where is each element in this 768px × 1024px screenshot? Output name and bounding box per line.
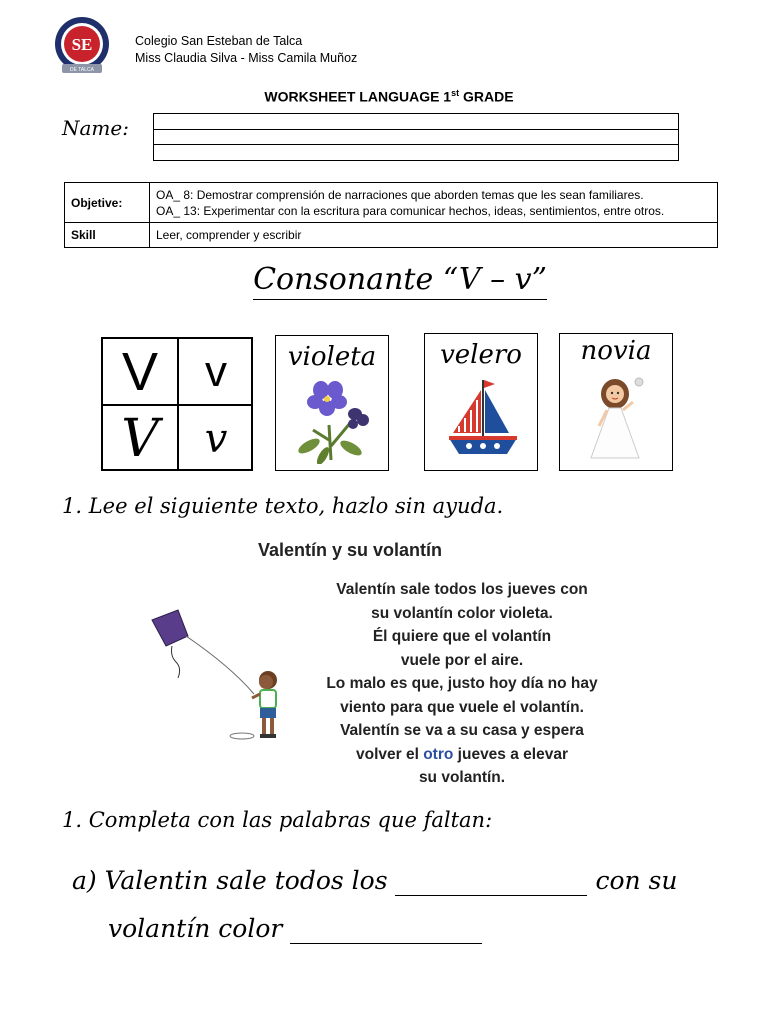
reading-line: su volantín. <box>418 769 506 786</box>
reading-text <box>294 578 630 790</box>
card-novia <box>559 333 673 471</box>
letter-lower-print: v <box>179 339 253 406</box>
boy-flying-kite-icon <box>150 606 300 756</box>
bride-icon <box>587 374 649 460</box>
school-logo <box>52 16 112 76</box>
skill-value: Leer, comprender y escribir <box>150 223 718 248</box>
teachers-line: Miss Claudia Silva - Miss Camila Muñoz <box>135 51 358 65</box>
reading-line: Valentín se va a su casa y espera <box>340 722 584 739</box>
school-name: Colegio San Esteban de Talca <box>135 34 303 48</box>
letter-upper-cursive: V <box>103 406 179 471</box>
reading-line: Lo malo es que, justo hoy día no hay <box>326 675 598 692</box>
answer-blank-1[interactable] <box>395 866 587 896</box>
letter-grid <box>101 337 253 471</box>
reading-line: viento para que vuele el volantín. <box>340 698 584 716</box>
logo-banner: DE TALCA <box>70 67 94 73</box>
objective-label: Objetive: <box>65 183 150 223</box>
card-velero <box>424 333 538 471</box>
reading-line: Valentín sale todos los jueves con <box>336 581 588 598</box>
violet-flower-icon <box>293 380 373 464</box>
sailboat-icon <box>447 378 519 460</box>
card-word: velero <box>440 340 522 370</box>
exercise-a-line1: a) Valentin sale todos los con su <box>72 866 678 895</box>
reading-title: Valentín y su volantín <box>258 540 443 560</box>
worksheet-title: WORKSHEET LANGUAGE 1st GRADE <box>264 88 514 105</box>
name-writing-box[interactable] <box>153 113 679 161</box>
instruction-read: 1. Lee el siguiente texto, hazlo sin ayuda. <box>62 494 504 518</box>
skill-label: Skill <box>65 223 150 248</box>
school-info <box>135 33 357 67</box>
exercise-a-line2: volantín color <box>108 914 482 944</box>
letter-lower-cursive: v <box>204 415 228 462</box>
instruction-complete: 1. Completa con las palabras que faltan: <box>62 808 493 832</box>
letter-upper-print: V <box>103 339 179 406</box>
card-violeta <box>275 335 389 471</box>
name-label: Name: <box>62 116 129 140</box>
card-word: novia <box>580 336 652 366</box>
card-word: violeta <box>287 342 377 372</box>
reading-line: Él quiere que el volantín <box>372 628 552 645</box>
logo-letters: SE <box>71 35 93 54</box>
reading-line: volver el otro jueves a elevar <box>356 745 568 763</box>
reading-line: vuele por el aire. <box>400 651 524 669</box>
reading-line: su volantín color violeta. <box>371 604 553 622</box>
consonant-title: Consonante “V – v” <box>0 262 768 297</box>
objectives-table <box>64 182 718 248</box>
objective-text: OA_ 8: Demostrar comprensión de narraciones que aborden temas que les sean familiares. OA_ 13: Experimentar con la escritura para comunicar hechos, ideas, sentimientos, entre otros. <box>150 183 718 223</box>
answer-blank-2[interactable] <box>290 914 482 944</box>
